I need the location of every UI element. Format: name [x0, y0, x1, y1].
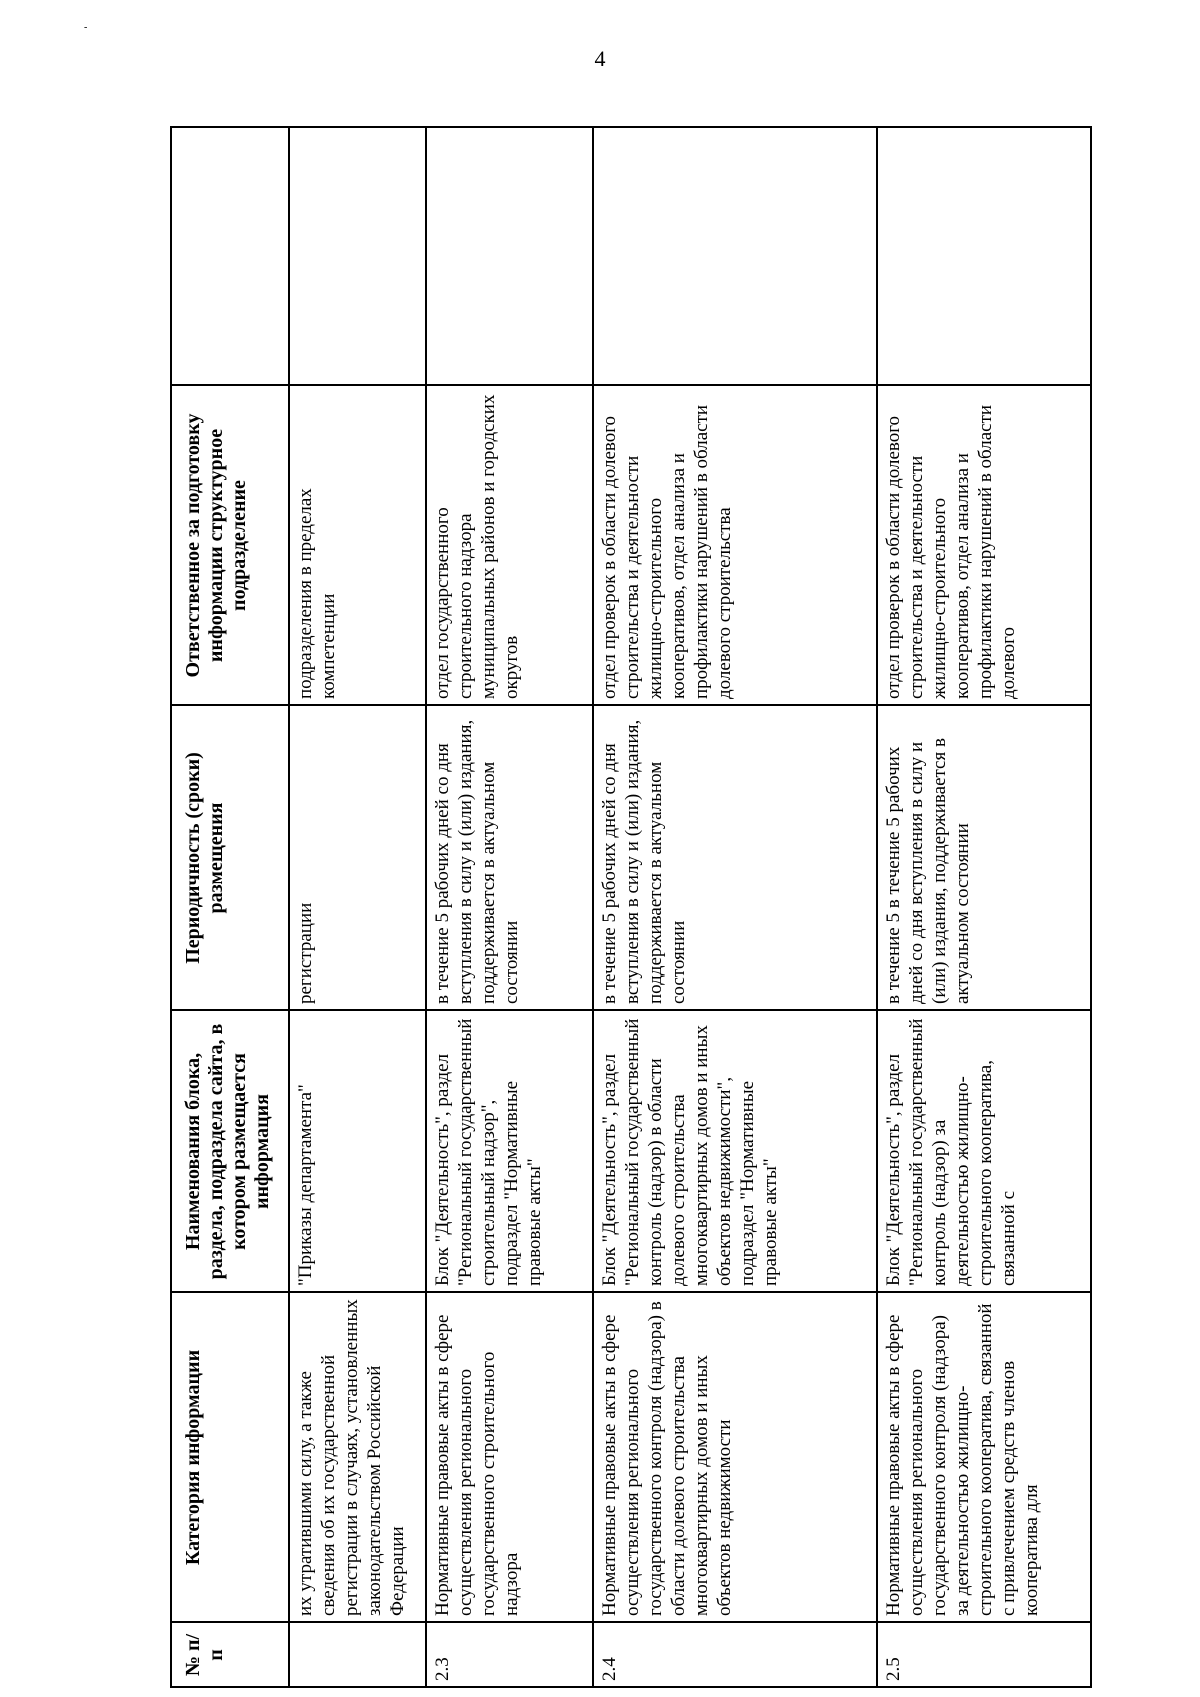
cell-section: Блок "Деятельность", раздел "Региональный государственный контроль (надзор) в области долевого строительства многоквартирных домов и иных объектов недвижимости", подраздел "Нормативные правовые акты" [593, 1010, 877, 1292]
table-row [877, 127, 1091, 1687]
header-period: Периодичность (сроки) размещения [171, 705, 289, 1010]
cell-category: Нормативные правовые акты в сфере осуществления регионального государственного строительного надзора [426, 1292, 593, 1622]
cell-period: в течение 5 рабочих дней со дня вступления в силу и (или) издания, поддерживается в актуальном состоянии [593, 705, 877, 1010]
header-extra [171, 127, 289, 385]
cell-category: Нормативные правовые акты в сфере осуществления регионального государственного контроля (надзора) в области долевого строительства многоквартирных домов и иных объектов недвижимости [593, 1292, 877, 1622]
cell-category: их утратившими силу, а также сведения об их государственной регистрации в случаях, установленных законодательством Российской Федерации [289, 1292, 426, 1622]
cell-extra [877, 127, 1091, 385]
header-responsible: Ответственное за подготовку информации структурное подразделение [171, 385, 289, 705]
cell-extra [426, 127, 593, 385]
header-category: Категория информации [171, 1292, 289, 1622]
header-num: № п/п [171, 1622, 289, 1687]
cell-responsible: подразделения в пределах компетенции [289, 385, 426, 705]
page-number: 4 [594, 46, 606, 71]
cell-num: 2.4 [593, 1622, 877, 1687]
cell-extra [289, 127, 426, 385]
header-row [171, 127, 289, 1687]
cell-responsible: отдел проверок в области долевого строительства и деятельности жилищно-строительного кооперативов, отдел анализа и профилактики нарушений в области долевого [877, 385, 1091, 705]
cell-num [289, 1622, 426, 1687]
cell-responsible: отдел государственного строительного надзора муниципальных районов и городских округов [426, 385, 593, 705]
cell-period: регистрации [289, 705, 426, 1010]
cell-period: в течение 5 рабочих дней со дня вступления в силу и (или) издания, поддерживается в актуальном состоянии [426, 705, 593, 1010]
cell-responsible: отдел проверок в области долевого строительства и деятельности жилищно-строительного кооперативов, отдел анализа и профилактики нарушений в области долевого строительства [593, 385, 877, 705]
cell-extra [593, 127, 877, 385]
cell-section: Блок "Деятельность", раздел "Региональный государственный строительный надзор", подраздел "Нормативные правовые акты" [426, 1010, 593, 1292]
table-row [593, 127, 877, 1687]
cell-section: Блок "Деятельность", раздел "Региональный государственный контроль (надзор) за деятельностью жилищно-строительного кооператива, связанной с [877, 1010, 1091, 1292]
cell-period: в течение 5 в течение 5 рабочих дней со дня вступления в силу и (или) издания, поддерживается в актуальном состоянии [877, 705, 1091, 1010]
rotated-table-container [170, 128, 1090, 1688]
cell-num: 2.5 [877, 1622, 1091, 1687]
cell-num: 2.3 [426, 1622, 593, 1687]
cell-section: "Приказы департамента" [289, 1010, 426, 1292]
info-table [170, 126, 1092, 1688]
header-section: Наименования блока, раздела, подраздела сайта, в котором размещается информация [171, 1010, 289, 1292]
table-row [426, 127, 593, 1687]
corner-mark: - [84, 22, 88, 33]
table-row [289, 127, 426, 1687]
cell-category: Нормативные правовые акты в сфере осуществления регионального государственного контроля (надзора) за деятельностью жилищно-строительного кооператива, связанной с привлечением средств членов кооператива для [877, 1292, 1091, 1622]
